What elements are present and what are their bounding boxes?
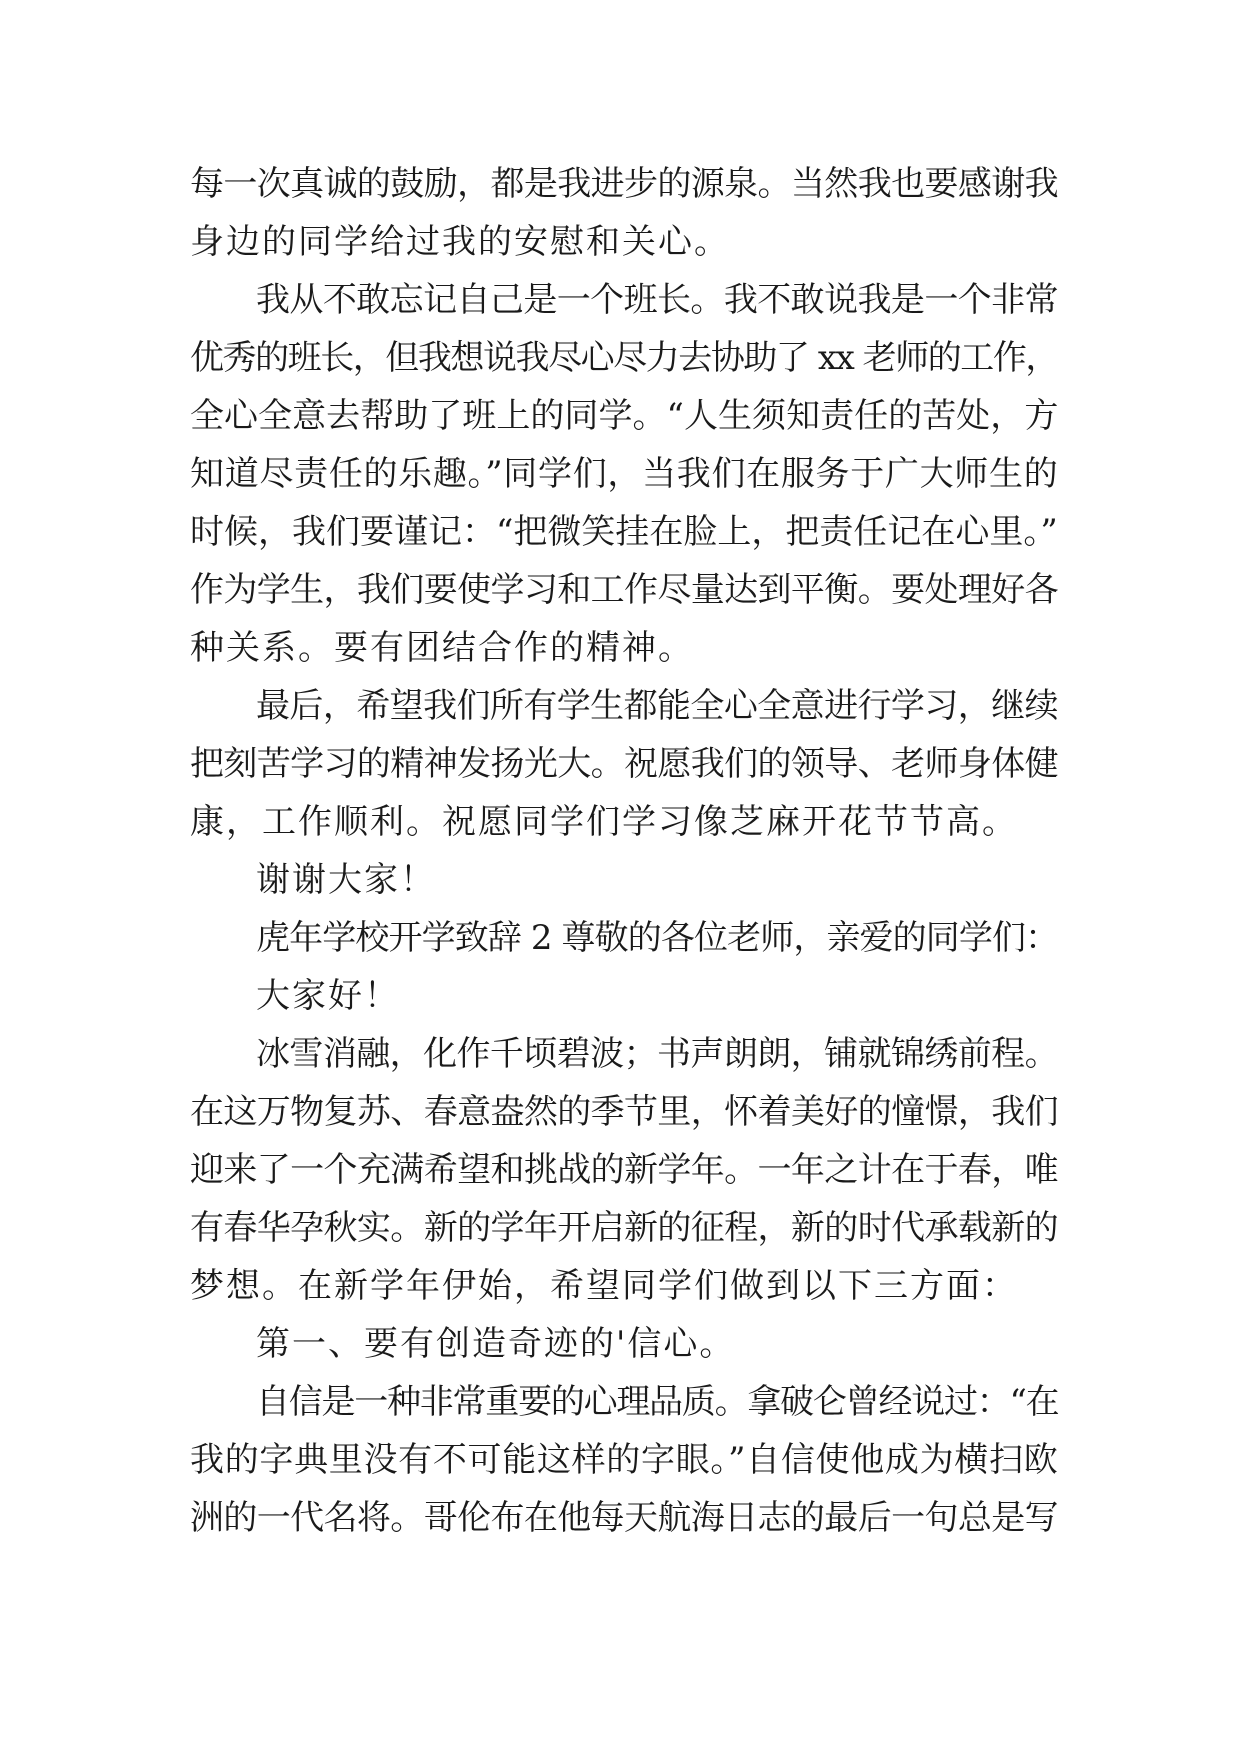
text-line: 种关系。要有团结合作的精神。 — [190, 628, 694, 668]
text-line: 第一、要有创造奇迹的'信心。 — [256, 1324, 736, 1364]
text-line: 把刻苦学习的精神发扬光大。祝愿我们的领导、老师身体健 — [190, 744, 1058, 784]
text-line: 自信是一种非常重要的心理品质。拿破仑曾经说过：“在 — [256, 1382, 1059, 1422]
text-line: 时候，我们要谨记：“把微笑挂在脸上，把责任记在心里。” — [190, 512, 1058, 552]
text-line: 我从不敢忘记自己是一个班长。我不敢说我是一个非常 — [256, 280, 1058, 320]
text-line: 洲的一代名将。哥伦布在他每天航海日志的最后一句总是写 — [190, 1498, 1058, 1538]
text-line: 最后，希望我们所有学生都能全心全意进行学习，继续 — [256, 686, 1058, 726]
text-line: 全心全意去帮助了班上的同学。“人生须知责任的苦处，方 — [190, 396, 1059, 436]
text-line: 作为学生，我们要使学习和工作尽量达到平衡。要处理好各 — [190, 570, 1058, 610]
text-line: 迎来了一个充满希望和挑战的新学年。一年之计在于春，唯 — [190, 1150, 1058, 1190]
text-line: 知道尽责任的乐趣。”同学们，当我们在服务于广大师生的 — [190, 454, 1059, 494]
text-line: 优秀的班长，但我想说我尽心尽力去协助了 xx 老师的工作， — [190, 338, 1058, 378]
text-line: 虎年学校开学致辞 2 尊敬的各位老师，亲爱的同学们： — [256, 918, 1059, 958]
text-line: 在这万物复苏、春意盎然的季节里，怀着美好的憧憬，我们 — [190, 1092, 1058, 1132]
text-line: 康，工作顺利。祝愿同学们学习像芝麻开花节节高。 — [190, 802, 1018, 842]
text-line: 梦想。在新学年伊始，希望同学们做到以下三方面： — [190, 1266, 1018, 1306]
text-line: 谢谢大家！ — [256, 860, 436, 900]
text-line: 大家好！ — [256, 976, 400, 1016]
text-line: 每一次真诚的鼓励，都是我进步的源泉。当然我也要感谢我 — [190, 164, 1058, 204]
text-line: 身边的同学给过我的安慰和关心。 — [190, 222, 730, 262]
text-line: 我的字典里没有不可能这样的字眼。”自信使他成为横扫欧 — [190, 1440, 1059, 1480]
text-line: 有春华孕秋实。新的学年开启新的征程，新的时代承载新的 — [190, 1208, 1058, 1248]
text-line: 冰雪消融，化作千顷碧波；书声朗朗，铺就锦绣前程。 — [256, 1034, 1058, 1074]
